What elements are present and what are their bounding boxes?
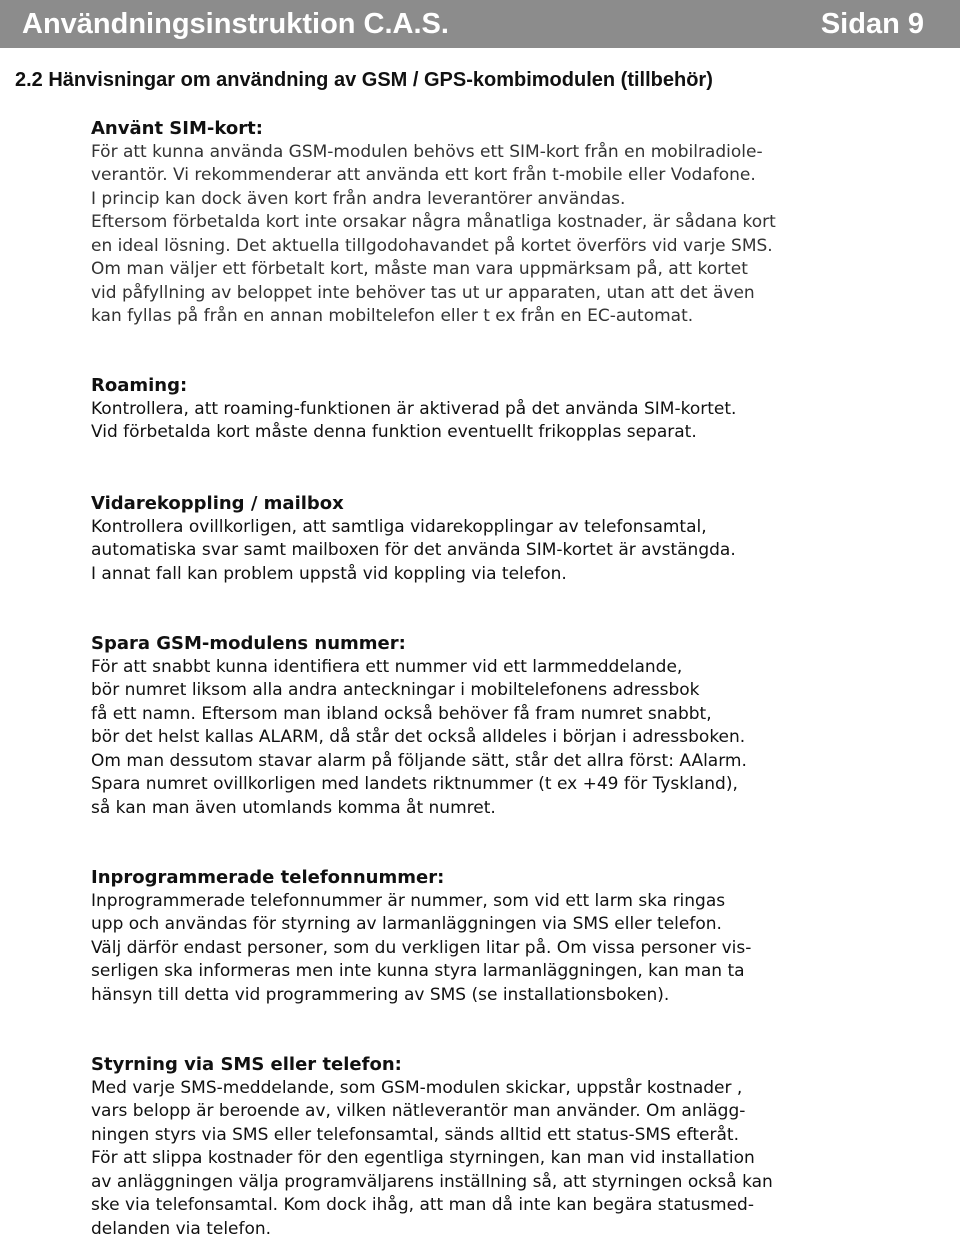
block-title: Vidarekoppling / mailbox	[91, 493, 344, 514]
paragraph-line: För att slippa kostnader för den egentliga styrningen, kan man vid installation	[91, 1148, 755, 1168]
paragraph-line: bör numret liksom alla andra anteckningar i mobiltelefonens adressbok	[91, 680, 700, 700]
block-title: Använt SIM-kort:	[91, 118, 263, 139]
paragraph-line: Spara numret ovillkorligen med landets riktnummer (t ex +49 för Tyskland),	[91, 774, 738, 794]
block-title: Spara GSM-modulens nummer:	[91, 633, 406, 654]
block-save-number	[91, 632, 911, 820]
paragraph-line: Inprogrammerade telefonnummer är nummer, som vid ett larm ska ringas	[91, 890, 726, 911]
paragraph-line: verantör. Vi rekommenderar att använda ett kort från t-mobile eller Vodafone.	[91, 165, 756, 185]
paragraph-line: Eftersom förbetalda kort inte orsakar några månatliga kostnader, är sådana kort	[91, 212, 776, 232]
paragraph-line: kan fyllas på från en annan mobiltelefon eller t ex från en EC-automat.	[91, 306, 694, 326]
paragraph-line: vars belopp är beroende av, vilken nätleverantör man använder. Om anlägg-	[91, 1101, 746, 1121]
paragraph-line: hänsyn till detta vid programmering av SMS (se installationsboken).	[91, 984, 670, 1005]
paragraph-line: delanden via telefon.	[91, 1218, 272, 1239]
section-heading: 2.2 Hänvisningar om användning av GSM / GPS-kombimodulen (tillbehör)	[15, 69, 713, 91]
paragraph-line: Välj därför endast personer, som du verkligen litar på. Om vissa personer vis-	[91, 937, 752, 958]
block-title: Roaming:	[91, 375, 188, 396]
paragraph-line: ske via telefonsamtal. Kom dock ihåg, att man då inte kan begära statusmed-	[91, 1195, 754, 1215]
page-header	[0, 0, 960, 48]
paragraph-line: Om man dessutom stavar alarm på följande sätt, står det allra först: AAlarm.	[91, 750, 747, 771]
paragraph-line: Kontrollera ovillkorligen, att samtliga vidarekopplingar av telefonsamtal,	[91, 516, 707, 537]
block-roaming	[91, 374, 911, 445]
paragraph-line: ningen styrs via SMS eller telefonsamtal, sänds alltid ett status-SMS efteråt.	[91, 1124, 739, 1145]
block-sms-control	[91, 1053, 911, 1241]
paragraph-line: För att snabbt kunna identifiera ett nummer vid ett larmmeddelande,	[91, 656, 683, 677]
paragraph-line: Vid förbetalda kort måste denna funktion eventuellt frikopplas separat.	[91, 422, 697, 442]
block-sim-card	[91, 117, 911, 329]
document-title: Användningsinstruktion C.A.S.	[22, 8, 449, 40]
paragraph-line: upp och användas för styrning av larmanläggningen via SMS eller telefon.	[91, 914, 722, 934]
paragraph-line: Om man väljer ett förbetalt kort, måste man vara uppmärksam på, att kortet	[91, 259, 748, 279]
paragraph-line: få ett namn. Eftersom man ibland också behöver få fram numret snabbt,	[91, 703, 712, 724]
paragraph-line: bör det helst kallas ALARM, då står det också alldeles i början i adressboken.	[91, 727, 746, 747]
paragraph-line: serligen ska informeras men inte kunna styra larmanläggningen, kan man ta	[91, 961, 745, 981]
paragraph-line: automatiska svar samt mailboxen för det använda SIM-kortet är avstängda.	[91, 540, 736, 560]
page-number: Sidan 9	[820, 8, 924, 40]
paragraph-line: Kontrollera, att roaming-funktionen är aktiverad på det använda SIM-kortet.	[91, 398, 737, 419]
paragraph-line: För att kunna använda GSM-modulen behövs ett SIM-kort från en mobilradiole-	[91, 141, 763, 162]
block-call-forwarding	[91, 492, 911, 586]
block-title: Styrning via SMS eller telefon:	[91, 1054, 402, 1075]
paragraph-line: I annat fall kan problem uppstå vid koppling via telefon.	[91, 563, 567, 584]
paragraph-line: av anläggningen välja programväljarens inställning så, att styrningen också kan	[91, 1171, 773, 1192]
paragraph-line: Med varje SMS-meddelande, som GSM-modulen skickar, uppstår kostnader ,	[91, 1077, 743, 1098]
block-programmed-numbers	[91, 866, 911, 1007]
paragraph-line: vid påfyllning av beloppet inte behöver tas ut ur apparaten, utan att det även	[91, 282, 755, 303]
paragraph-line: I princip kan dock även kort från andra leverantörer användas.	[91, 188, 626, 209]
paragraph-line: så kan man även utomlands komma åt numret.	[91, 797, 496, 818]
paragraph-line: en ideal lösning. Det aktuella tillgodohavandet på kortet överförs vid varje SMS.	[91, 235, 773, 256]
block-title: Inprogrammerade telefonnummer:	[91, 867, 445, 888]
